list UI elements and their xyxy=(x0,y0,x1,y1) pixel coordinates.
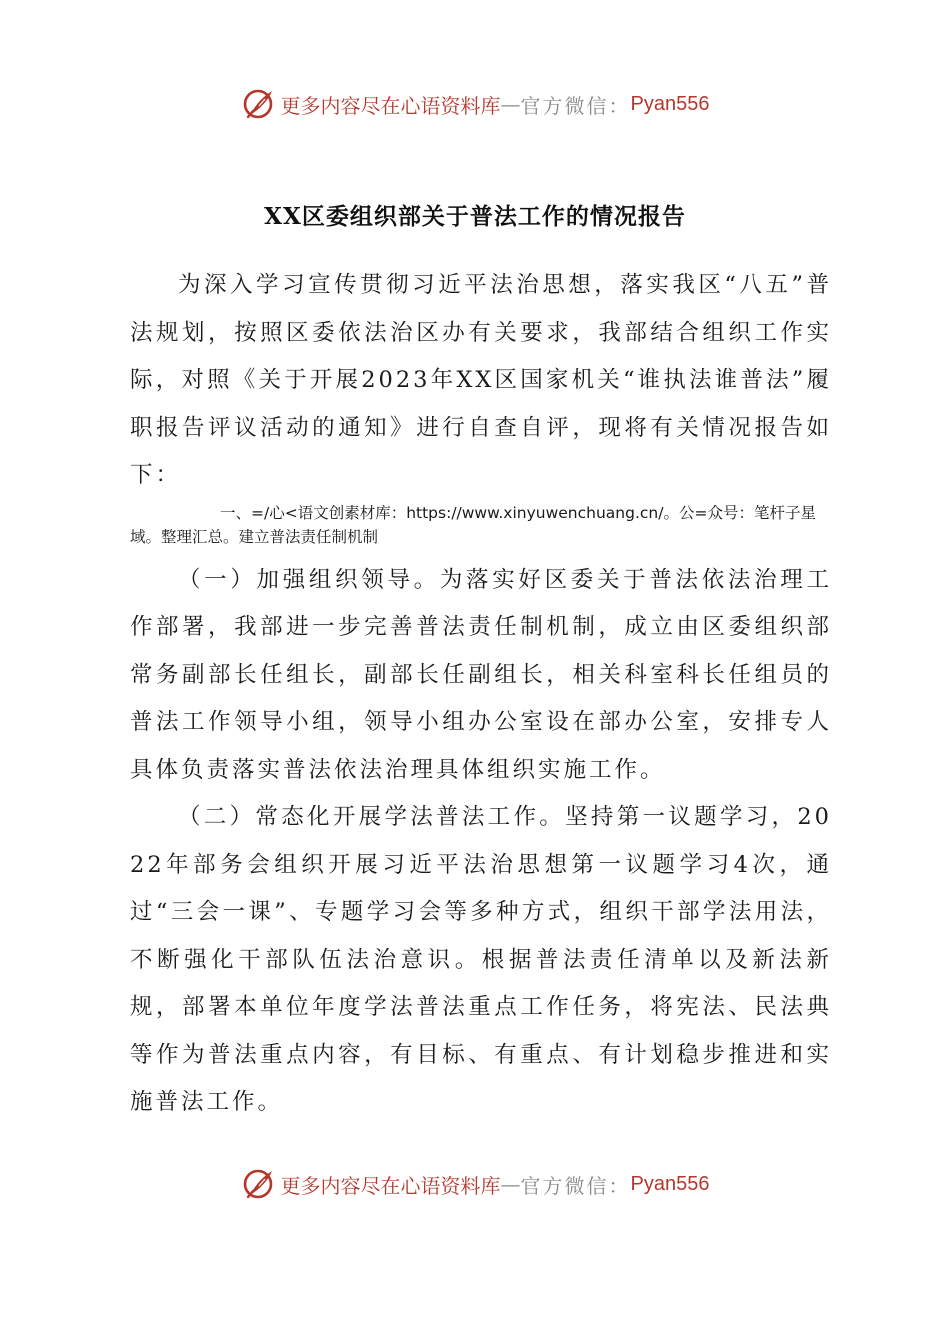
paragraph-one: （一）加强组织领导。为落实好区委关于普法依法治理工作部署，我部进一步完善普法责任制机制，成立由区委组织部常务副部长任组长，副部长任副组长，相关科室科长任组员的普法工作领导小组，领导小组办公室设在部办公室，安排专人具体负责落实普法依法治理具体组织实施工作。 xyxy=(130,566,832,783)
banner-separator: — xyxy=(500,92,521,116)
quill-logo-icon xyxy=(241,1166,277,1202)
banner-wechat-label: 官方微信： xyxy=(520,93,631,118)
section-one-heading: 一、=/心<语文创素材库：https://www.xinyuwenchuang.cn/。公=众号：笔杆子星域。整理汇总。建立普法责任制机制 xyxy=(130,503,816,546)
banner-text: 更多内容尽在心语资料库 xyxy=(280,1173,501,1198)
intro-paragraph: 为深入学习宣传贯彻习近平法治思想，落实我区“八五”普法规划，按照区委依法治区办有关要求，我部结合组织工作实际，对照《关于开展2023年XX区国家机关“谁执法谁普法”履职报告评议活动的通知》进行自查自评，现将有关情况报告如下： xyxy=(130,272,832,488)
header-banner xyxy=(0,84,950,124)
document-title: XX区委组织部关于普法工作的情况报告 xyxy=(264,203,686,230)
document-body xyxy=(130,262,832,1127)
banner-wechat-label: 官方微信： xyxy=(520,1173,631,1198)
banner-wechat-id: Pyan556 xyxy=(630,1172,710,1195)
paragraph-two: （二）常态化开展学法普法工作。坚持第一议题学习，2022年部务会组织开展习近平法治思想第一议题学习4次，通过“三会一课”、专题学习会等多种方式，组织干部学法用法，不断强化干部队伍法治意识。根据普法责任清单以及新法新规，部署本单位年度学法普法重点工作任务，将宪法、民法典等作为普法重点内容，有目标、有重点、有计划稳步推进和实施普法工作。 xyxy=(130,804,832,1115)
banner-wechat-id: Pyan556 xyxy=(630,92,710,115)
footer-banner xyxy=(0,1164,950,1204)
banner-separator: — xyxy=(500,1172,521,1196)
banner-text: 更多内容尽在心语资料库 xyxy=(280,93,501,118)
quill-logo-icon xyxy=(241,86,277,122)
